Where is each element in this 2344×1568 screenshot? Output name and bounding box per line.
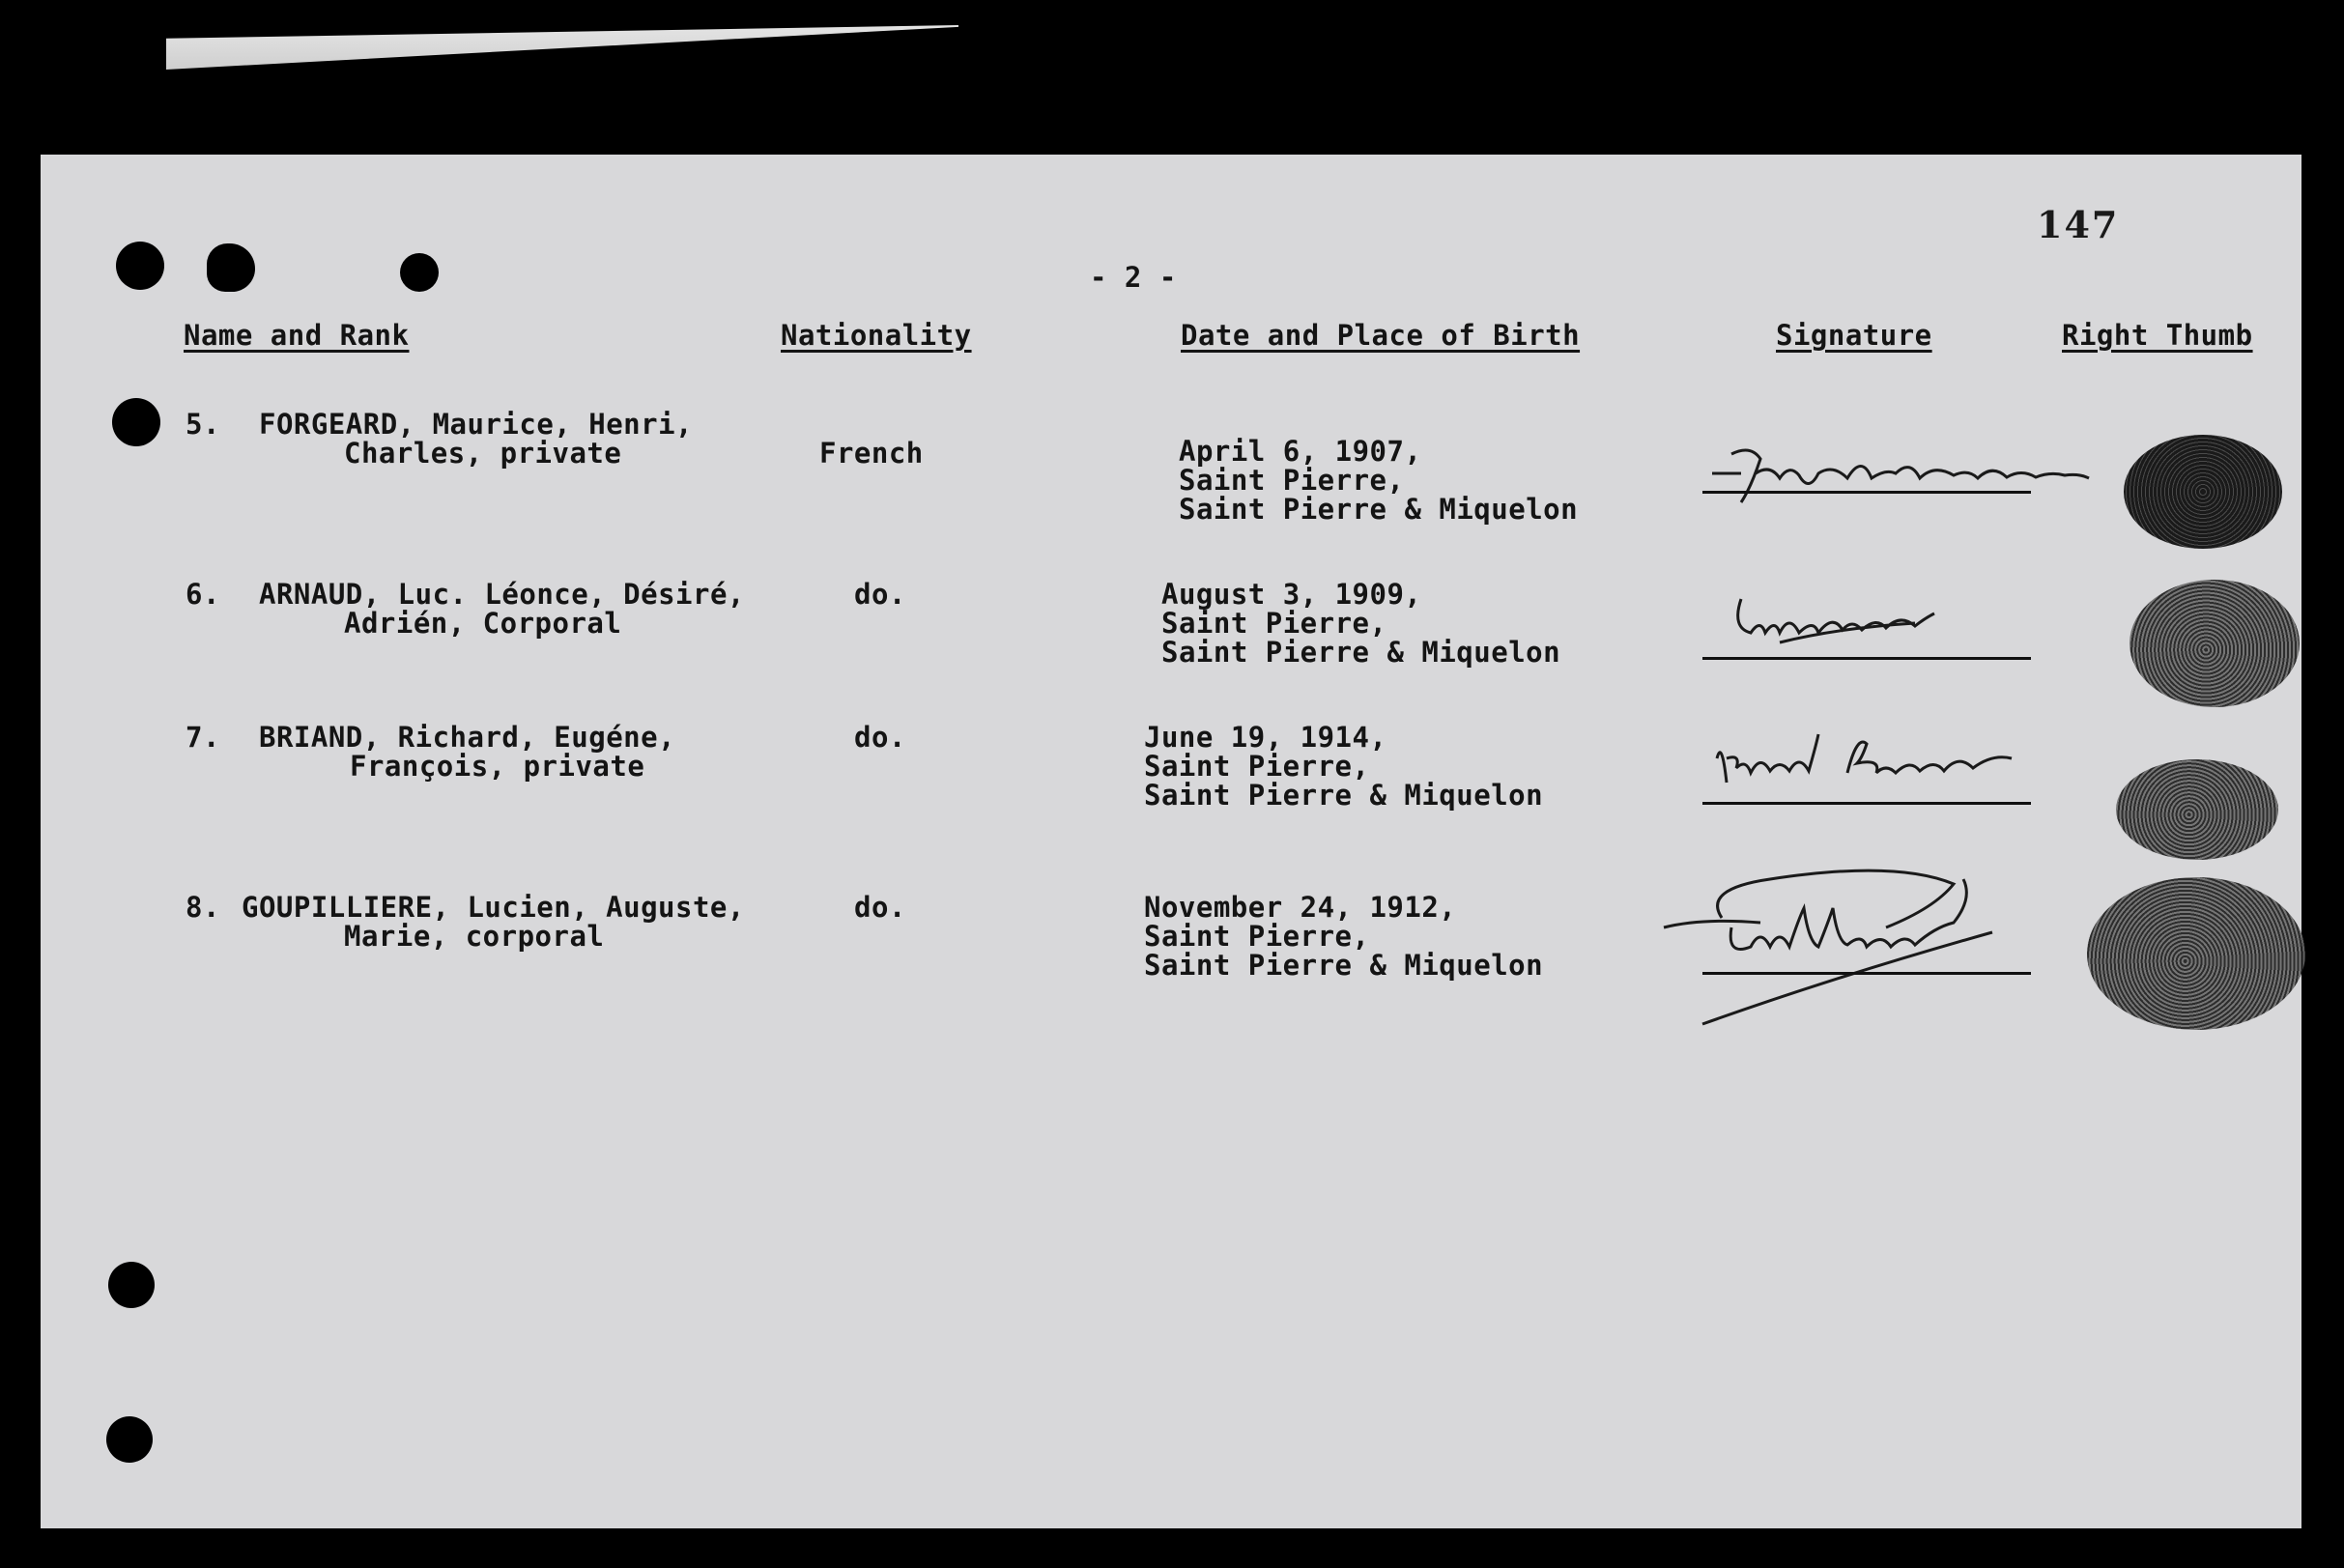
record-name-cont: Adrién, Corporal [344,607,622,640]
signature-image [1702,435,2108,512]
record-name: ARNAUD, Luc. Léonce, Désiré, [259,578,745,611]
thumbprint [2116,759,2278,860]
punch-hole [106,1416,153,1463]
record-birth-place: Saint Pierre, [1179,464,1405,497]
thumbprint [2130,580,2300,707]
header-birth: Date and Place of Birth [1181,319,1581,352]
signature-image [1644,850,2070,1024]
record-number: 8. [186,891,220,924]
thumbprint [2087,877,2305,1030]
header-thumb: Right Thumb [2062,319,2253,352]
record-nationality: French [819,437,924,470]
record-number: 6. [186,578,220,611]
page-subtitle: - 2 - [1090,261,1177,294]
record-name-cont: Charles, private [344,437,622,470]
record-birth-date: November 24, 1912, [1144,891,1457,924]
record-birth-place: Saint Pierre & Miquelon [1144,779,1544,812]
signature-image [1722,580,1992,657]
record-name-cont: François, private [350,750,645,783]
signature-line [1702,972,2031,975]
header-signature: Signature [1776,319,1932,352]
header-nationality: Nationality [781,319,972,352]
record-number: 7. [186,721,220,754]
record-name: GOUPILLIERE, Lucien, Auguste, [242,891,745,924]
record-birth-place: Saint Pierre, [1161,607,1387,640]
record-nationality: do. [854,721,906,754]
punch-hole [112,398,160,446]
record-nationality: do. [854,891,906,924]
record-number: 5. [186,408,220,441]
record-nationality: do. [854,578,906,611]
record-name-cont: Marie, corporal [344,920,605,953]
document-page [41,155,2301,1528]
record-birth-place: Saint Pierre & Miquelon [1179,493,1579,526]
punch-hole [400,253,439,292]
paper-strip [166,25,958,70]
record-birth-place: Saint Pierre & Miquelon [1144,949,1544,982]
signature-image [1702,715,2050,802]
page-number: 147 [2037,203,2120,246]
record-birth-place: Saint Pierre, [1144,920,1370,953]
signature-line [1702,491,2031,494]
record-name: BRIAND, Richard, Eugéne, [259,721,676,754]
record-birth-place: Saint Pierre, [1144,750,1370,783]
punch-hole [108,1262,155,1308]
header-name-rank: Name and Rank [184,319,410,352]
signature-line [1702,657,2031,660]
punch-hole [116,242,164,290]
record-birth-date: June 19, 1914, [1144,721,1387,754]
record-birth-place: Saint Pierre & Miquelon [1161,636,1561,669]
record-birth-date: April 6, 1907, [1179,435,1422,468]
punch-hole [207,243,255,292]
thumbprint [2124,435,2282,549]
record-name: FORGEARD, Maurice, Henri, [259,408,693,441]
record-birth-date: August 3, 1909, [1161,578,1422,611]
signature-line [1702,802,2031,805]
